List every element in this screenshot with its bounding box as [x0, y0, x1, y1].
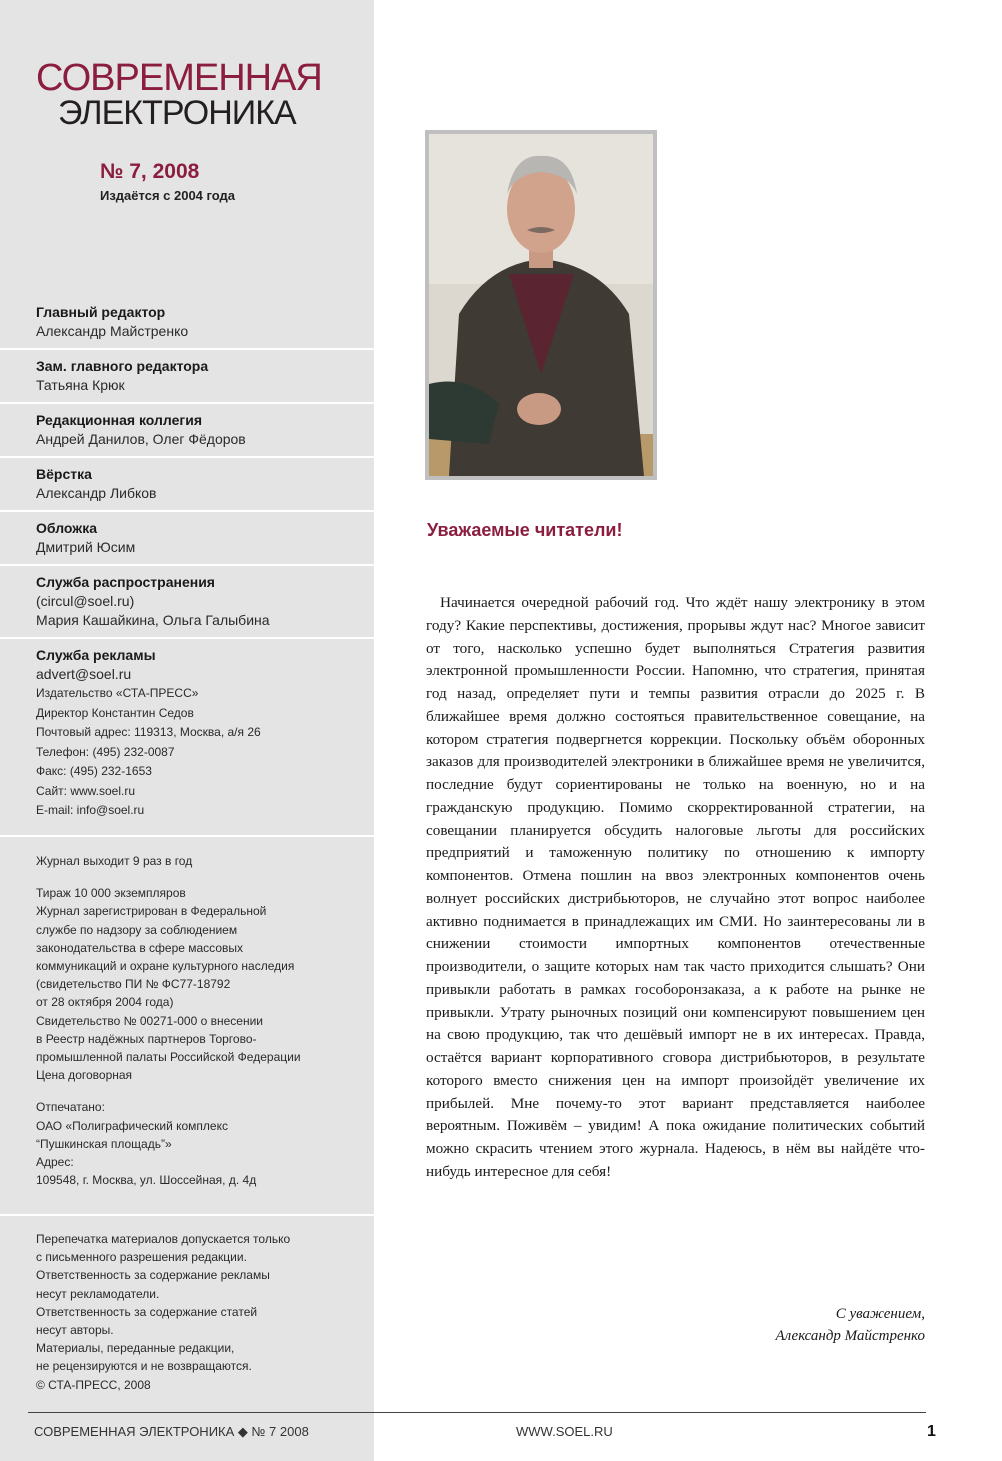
legal-line: несут рекламодатели.: [36, 1286, 160, 1301]
legal-notice: [0, 1214, 374, 1394]
signature-greeting: С уважением,: [835, 1306, 925, 1322]
registration-line: Свидетельство № 00271-000 о внесении: [36, 1013, 263, 1028]
signature: [640, 1303, 925, 1347]
article-heading: Уважаемые читатели!: [427, 520, 623, 540]
signature-name: Александр Майстренко: [775, 1328, 925, 1344]
logo-line-1: СОВРЕМЕННАЯ: [36, 57, 322, 99]
legal-line: Материалы, переданные редакции,: [36, 1341, 235, 1356]
printer-line: “Пушкинская площадь”»: [36, 1136, 172, 1151]
staff-name: Андрей Данилов, Олег Фёдоров: [36, 431, 246, 447]
publisher-line: Почтовый адрес: 119313, Москва, а/я 26: [36, 725, 261, 739]
printer-line: ОАО «Полиграфический комплекс: [36, 1118, 228, 1133]
staff-role: Главный редактор: [36, 304, 166, 320]
staff-deputy-editor: [0, 350, 374, 404]
editor-photo: [425, 130, 657, 480]
staff-distribution: [0, 566, 374, 639]
legal-line: © СТА-ПРЕСС, 2008: [36, 1377, 151, 1392]
editorial-body: Начинается очередной рабочий год. Что ждёт нашу электронику в этом году? Какие перспективы, достижения, прорывы ждут нас? Многое зависит от того, насколько успешно будет выполняться Стратегия развития электронной промышленности России. Напомню, что стратегия, принятая год назад, определяет пути и темпы развития отрасли до 2025 г. В ближайшее время должно состояться правительственное совещание, на котором стратегия подвергнется коррекции. Поскольку объём оборонных заказов для производителей электроники в ближайшее время не увеличится, последние будут сориентированы не только на военную, но и на гражданскую продукцию. Помимо скорректированной стратегии, на совещании планируется обсудить налоговые льготы для российских предприятий и таможенную политику по отношению к импорту компонентов. Отмена пошлин на ввоз электронных компонентов очень волнует российских дистрибьюторов, не случайно этот вопрос наиболее активно поднимается в принадлежащих им СМИ. Но заинтересованы ли в снижении стоимости импортных компонентов отечественные производители, о защите которых нам так часто приходится слышать? Они привыкли работать в рамках гособоронзаказа, а к работе на рынке не привыкли. Утрату рыночных позиций они компенсируют повышением цен на свою продукцию, так что дешёвый импорт не в их интересах. Правда, остаётся вариант корпоративного сговора дистрибьюторов, в результате которого вместо снижения цен на импорт произойдёт увеличение их прибылей. Мне почему-то этот вариант представляется наиболее вероятным. Поживём – увидим! А пока ожидание политических событий можно скрасить чтением этого журнала. Надеюсь, в нём вы найдёте что-нибудь интересное для себя!: [426, 594, 925, 1180]
staff-role: Обложка: [36, 520, 97, 536]
logo-line-2: ЭЛЕКТРОНИКА: [58, 94, 296, 132]
issue-number: № 7, 2008: [100, 160, 200, 183]
registration-line: службе по надзору за соблюдением: [36, 922, 238, 937]
publisher-line: Директор Константин Седов: [36, 705, 194, 720]
published-since: Издаётся с 2004 года: [100, 188, 236, 203]
printer-line: Адрес:: [36, 1155, 74, 1170]
publisher-line: Факс: (495) 232-1653: [36, 764, 152, 778]
staff-role: Зам. главного редактора: [36, 358, 209, 374]
legal-line: Ответственность за содержание статей: [36, 1304, 258, 1319]
staff-role: Редакционная коллегия: [36, 412, 202, 428]
footer-magazine-title: СОВРЕМЕННАЯ ЭЛЕКТРОНИКА ◆ № 7 2008: [34, 1424, 309, 1439]
registration-line: коммуникаций и охране культурного наследия: [36, 959, 295, 974]
registration-line: законодательства в сфере массовых: [36, 940, 243, 955]
sidebar: [0, 0, 374, 1461]
printer-line: Отпечатано:: [36, 1100, 105, 1115]
legal-line: Ответственность за содержание рекламы: [36, 1268, 270, 1283]
registration-line: Цена договорная: [36, 1068, 133, 1083]
registration-line: промышленной палаты Российской Федерации: [36, 1050, 301, 1065]
printer-line: 109548, г. Москва, ул. Шоссейная, д. 4д: [36, 1173, 257, 1188]
publisher-line: Телефон: (495) 232-0087: [36, 744, 175, 759]
footer-divider: [28, 1412, 926, 1413]
registration-info: [36, 852, 346, 1189]
legal-line: с письменного разрешения редакции.: [36, 1250, 247, 1265]
registration-line: от 28 октября 2004 года): [36, 995, 174, 1010]
registration-line: в Реестр надёжных партнеров Торгово-: [36, 1031, 257, 1046]
staff-name: Александр Либков: [36, 485, 157, 501]
portrait-illustration: [429, 134, 653, 476]
staff-role: Вёрстка: [36, 466, 92, 482]
staff-role: Служба рекламы: [36, 647, 156, 663]
page-number: 1: [927, 1423, 936, 1440]
legal-line: не рецензируются и не возвращаются.: [36, 1359, 252, 1374]
staff-role: Служба распространения: [36, 574, 215, 590]
staff-email: advert@soel.ru: [36, 666, 132, 682]
legal-line: Перепечатка материалов допускается только: [36, 1232, 291, 1246]
staff-editorial-board: [0, 404, 374, 458]
footer-website-link[interactable]: WWW.SOEL.RU: [516, 1424, 613, 1439]
staff-email: (circul@soel.ru): [36, 593, 135, 609]
registration-line: Тираж 10 000 экземпляров: [36, 886, 186, 901]
staff-name: Татьяна Крюк: [36, 377, 125, 393]
staff-list: [0, 296, 374, 691]
publisher-line: Издательство «СТА-ПРЕСС»: [36, 686, 199, 700]
staff-name: Мария Кашайкина, Ольга Галыбина: [36, 612, 270, 628]
staff-name: Александр Майстренко: [36, 323, 189, 339]
publisher-line: Сайт: www.soel.ru: [36, 783, 136, 798]
staff-name: Дмитрий Юсим: [36, 539, 136, 555]
staff-cover: [0, 512, 374, 566]
publisher-info: [0, 684, 374, 837]
registration-line: Журнал зарегистрирован в Федеральной: [36, 904, 267, 919]
registration-line: (свидетельство ПИ № ФС77-18792: [36, 977, 231, 992]
publisher-line: E-mail: info@soel.ru: [36, 803, 145, 817]
legal-line: несут авторы.: [36, 1323, 114, 1338]
frequency-text: Журнал выходит 9 раз в год: [36, 854, 193, 868]
magazine-logo: [36, 57, 322, 132]
staff-layout: [0, 458, 374, 512]
staff-chief-editor: [0, 296, 374, 350]
